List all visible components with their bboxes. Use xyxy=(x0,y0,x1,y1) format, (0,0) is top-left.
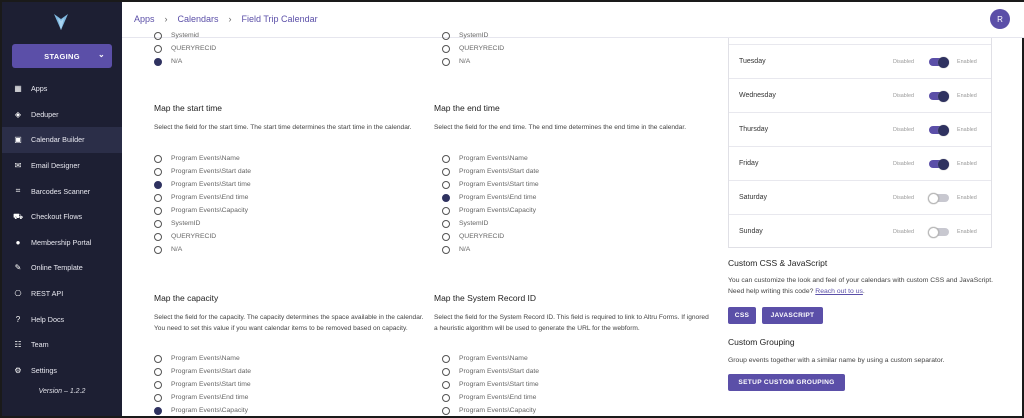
main-content xyxy=(122,32,1024,416)
radio-option[interactable] xyxy=(442,165,539,178)
radio-option-label: SystemID xyxy=(171,220,201,227)
radio-option[interactable] xyxy=(154,191,251,204)
start-time-title: Map the start time xyxy=(154,103,223,113)
radio-empty-icon[interactable] xyxy=(154,394,162,402)
day-row-saturday xyxy=(729,180,991,214)
radio-option-label: Program Events\Start date xyxy=(171,368,252,375)
custom-css-title: Custom CSS & JavaScript xyxy=(728,258,828,268)
toggle-knob xyxy=(928,193,939,204)
enabled-label: Enabled xyxy=(957,93,977,99)
radio-option-label: Program Events\End time xyxy=(459,394,537,401)
capacity-title: Map the capacity xyxy=(154,293,219,303)
sidebar-item-label: Online Template xyxy=(31,263,83,273)
sidebar-item-label: Apps xyxy=(31,84,48,94)
system-record-title: Map the System Record ID xyxy=(434,293,537,303)
team-icon: ☷ xyxy=(14,340,22,350)
radio-empty-icon[interactable] xyxy=(442,45,450,53)
sidebar-item-label: Team xyxy=(31,340,49,350)
radio-option[interactable] xyxy=(442,352,539,365)
radio-option[interactable] xyxy=(154,178,251,191)
radio-option[interactable] xyxy=(442,55,504,68)
disabled-label: Disabled xyxy=(893,59,914,65)
toggle-knob xyxy=(938,159,949,170)
disabled-label: Disabled xyxy=(893,229,914,235)
radio-option[interactable] xyxy=(442,204,539,217)
radio-option-label: Program Events\Start time xyxy=(171,381,251,388)
radio-option-label: Program Events\Capacity xyxy=(459,407,537,414)
setup-custom-grouping-button[interactable]: SETUP CUSTOM GROUPING xyxy=(728,374,845,391)
radio-option-label: Program Events\End time xyxy=(171,194,249,201)
radio-option[interactable] xyxy=(442,152,539,165)
enabled-label: Enabled xyxy=(957,195,977,201)
radio-option[interactable] xyxy=(442,243,539,256)
day-toggle[interactable] xyxy=(929,58,949,66)
version-label: Version – 1.2.2 xyxy=(38,388,86,395)
radio-empty-icon[interactable] xyxy=(154,368,162,376)
sidebar-item-label: Help Docs xyxy=(31,314,65,324)
day-row-wednesday xyxy=(729,78,991,112)
avatar[interactable]: R xyxy=(990,9,1010,29)
day-toggle[interactable] xyxy=(929,92,949,100)
day-name: Tuesday xyxy=(739,58,766,65)
sidebar-item-label: Checkout Flows xyxy=(31,212,83,222)
radio-empty-icon[interactable] xyxy=(442,394,450,402)
radio-option[interactable] xyxy=(154,230,251,243)
radio-option[interactable] xyxy=(154,42,216,55)
sidebar-item-checkout-flows[interactable] xyxy=(2,204,122,230)
radio-empty-icon[interactable] xyxy=(442,32,450,40)
radio-option[interactable] xyxy=(442,42,504,55)
radio-option[interactable] xyxy=(154,391,251,404)
radio-empty-icon[interactable] xyxy=(442,58,450,66)
custom-css-description: You can customize the look and feel of your calendars with custom CSS and JavaScript. Need help writing this code? xyxy=(728,277,993,295)
radio-option-label: Program Events\Start time xyxy=(459,381,539,388)
radio-option[interactable] xyxy=(154,365,251,378)
mail-icon: ✉ xyxy=(14,161,22,171)
radio-option[interactable] xyxy=(442,191,539,204)
radio-option-label: Program Events\Name xyxy=(171,355,240,362)
radio-option[interactable] xyxy=(154,243,251,256)
logo-icon xyxy=(50,10,72,32)
radio-option-label: Program Events\Capacity xyxy=(171,407,249,414)
radio-option-label: Program Events\Start date xyxy=(459,368,540,375)
layers-icon: ◈ xyxy=(14,109,22,119)
radio-option[interactable] xyxy=(154,378,251,391)
radio-empty-icon[interactable] xyxy=(154,381,162,389)
radio-option-label: Systemid xyxy=(171,32,199,39)
radio-option-label: QUERYRECID xyxy=(459,233,505,240)
system-record-options xyxy=(442,352,539,417)
api-icon: ⎔ xyxy=(14,289,22,299)
breadcrumb-separator-icon: › xyxy=(228,14,232,24)
radio-selected-icon[interactable] xyxy=(442,194,450,202)
sidebar-item-barcodes-scanner[interactable] xyxy=(2,178,122,204)
radio-option-label: Program Events\Capacity xyxy=(459,207,537,214)
radio-empty-icon[interactable] xyxy=(154,194,162,202)
radio-empty-icon[interactable] xyxy=(442,181,450,189)
sidebar-nav xyxy=(2,76,122,383)
system-record-description: Select the field for the System Record ID. This field is required to link to Altru Forms. If ignored a heuristic algorithm will be used to generate the URL for the webform. xyxy=(434,314,709,332)
radio-empty-icon[interactable] xyxy=(442,355,450,363)
radio-option-label: N/A xyxy=(171,246,183,253)
end-time-description: Select the field for the end time. The end time determines the end time in the calendar. xyxy=(434,124,687,131)
breadcrumb-current: Field Trip Calendar xyxy=(241,14,318,24)
radio-empty-icon[interactable] xyxy=(442,381,450,389)
radio-empty-icon[interactable] xyxy=(442,207,450,215)
sidebar-item-label: Barcodes Scanner xyxy=(31,186,91,196)
sidebar-item-label: Settings xyxy=(31,365,57,375)
user-circle-icon: ● xyxy=(15,237,21,247)
radio-option[interactable] xyxy=(442,217,539,230)
end-time-title: Map the end time xyxy=(434,103,500,113)
radio-empty-icon[interactable] xyxy=(154,220,162,228)
environment-dropdown[interactable] xyxy=(12,44,112,68)
day-toggle[interactable] xyxy=(929,160,949,168)
radio-empty-icon[interactable] xyxy=(154,45,162,53)
sidebar-item-deduper[interactable] xyxy=(2,102,122,128)
radio-empty-icon[interactable] xyxy=(154,246,162,254)
sidebar-item-help-docs[interactable] xyxy=(2,306,122,332)
sidebar-item-settings[interactable] xyxy=(2,358,122,384)
radio-option[interactable] xyxy=(154,55,216,68)
sidebar-item-membership-portal[interactable] xyxy=(2,230,122,256)
scan-icon: ⌗ xyxy=(15,186,21,196)
day-name: Thursday xyxy=(739,126,769,133)
day-toggle[interactable] xyxy=(929,126,949,134)
day-toggle[interactable] xyxy=(929,228,949,236)
radio-empty-icon[interactable] xyxy=(154,355,162,363)
radio-option-label: Program Events\End time xyxy=(459,194,537,201)
radio-selected-icon[interactable] xyxy=(154,181,162,189)
sidebar-item-label: REST API xyxy=(31,289,64,299)
help-icon: ? xyxy=(15,314,21,324)
radio-option[interactable] xyxy=(154,352,251,365)
radio-option-label: Program Events\Start time xyxy=(171,181,251,188)
toggle-knob xyxy=(938,91,949,102)
start-time-description: Select the field for the start time. The start time determines the start time in the calendar. xyxy=(154,124,412,131)
top-header xyxy=(122,2,1024,38)
radio-option[interactable] xyxy=(442,404,539,417)
day-toggle[interactable] xyxy=(929,194,949,202)
enabled-label: Enabled xyxy=(957,127,977,133)
toggle-knob xyxy=(938,57,949,68)
sidebar-item-label: Membership Portal xyxy=(31,237,92,247)
sidebar-item-label: Calendar Builder xyxy=(31,135,85,145)
css-button[interactable]: CSS xyxy=(728,307,756,324)
radio-empty-icon[interactable] xyxy=(154,32,162,40)
radio-option-label: Program Events\Name xyxy=(171,155,240,162)
radio-option[interactable] xyxy=(154,404,251,417)
sidebar-item-label: Email Designer xyxy=(31,161,80,171)
radio-option-label: Program Events\Name xyxy=(459,155,528,162)
day-row-sunday xyxy=(729,214,991,248)
sidebar-item-apps[interactable] xyxy=(2,76,122,102)
disabled-label: Disabled xyxy=(893,93,914,99)
radio-option[interactable] xyxy=(442,178,539,191)
sidebar-item-email-designer[interactable] xyxy=(2,153,122,179)
disabled-label: Disabled xyxy=(893,161,914,167)
day-row-friday xyxy=(729,146,991,180)
radio-option-label: SystemID xyxy=(459,220,489,227)
sidebar xyxy=(2,2,122,416)
custom-grouping-text: Group events together with a similar name by using a custom separator. xyxy=(728,357,945,364)
top-left-radio-list xyxy=(154,29,216,68)
sidebar-item-rest-api[interactable] xyxy=(2,281,122,307)
day-name: Saturday xyxy=(739,194,768,201)
brush-icon: ✎ xyxy=(14,263,22,273)
radio-option-label: Program Events\End time xyxy=(171,394,249,401)
radio-option-label: Program Events\Capacity xyxy=(171,207,249,214)
breadcrumb-separator-icon: › xyxy=(164,14,168,24)
calendar-icon: ▣ xyxy=(14,135,22,145)
radio-empty-icon[interactable] xyxy=(154,207,162,215)
grid-icon: ▦ xyxy=(14,84,22,94)
breadcrumb-calendars[interactable]: Calendars xyxy=(177,14,219,24)
radio-option[interactable] xyxy=(154,152,251,165)
toggle-knob xyxy=(928,227,939,238)
day-row-thursday xyxy=(729,112,991,146)
disabled-label: Disabled xyxy=(893,127,914,133)
sidebar-item-label: Deduper xyxy=(31,109,59,119)
custom-grouping-section xyxy=(728,337,1003,366)
radio-option[interactable] xyxy=(442,378,539,391)
radio-empty-icon[interactable] xyxy=(442,368,450,376)
radio-option[interactable] xyxy=(442,230,539,243)
radio-option-label: N/A xyxy=(459,246,471,253)
top-right-radio-list xyxy=(442,29,504,68)
radio-option[interactable] xyxy=(154,204,251,217)
radio-option[interactable] xyxy=(442,391,539,404)
radio-empty-icon[interactable] xyxy=(154,233,162,241)
radio-empty-icon[interactable] xyxy=(442,246,450,254)
cart-icon: ⛟ xyxy=(12,211,24,221)
enabled-label: Enabled xyxy=(957,161,977,167)
radio-empty-icon[interactable] xyxy=(442,407,450,415)
day-name: Friday xyxy=(739,160,759,167)
radio-option[interactable] xyxy=(154,165,251,178)
capacity-options xyxy=(154,352,251,417)
enabled-label: Enabled xyxy=(957,229,977,235)
toggle-knob xyxy=(938,125,949,136)
disabled-label: Disabled xyxy=(893,195,914,201)
day-name: Sunday xyxy=(739,228,763,235)
sidebar-item-online-template[interactable] xyxy=(2,255,122,281)
radio-empty-icon[interactable] xyxy=(442,233,450,241)
reach-out-link[interactable]: Reach out to us xyxy=(815,288,863,295)
radio-option-label: N/A xyxy=(171,58,183,65)
radio-option-label: QUERYRECID xyxy=(171,45,217,52)
radio-option[interactable] xyxy=(154,217,251,230)
day-name: Wednesday xyxy=(739,92,776,99)
enabled-label: Enabled xyxy=(957,59,977,65)
day-row-tuesday xyxy=(729,44,991,78)
custom-css-section xyxy=(728,258,998,297)
sidebar-item-team[interactable] xyxy=(2,332,122,358)
radio-empty-icon[interactable] xyxy=(442,220,450,228)
radio-option-label: SystemID xyxy=(459,32,489,39)
javascript-button[interactable]: JAVASCRIPT xyxy=(762,307,823,324)
breadcrumb xyxy=(134,14,318,24)
end-time-options xyxy=(442,152,539,256)
custom-css-text: You can customize the look and feel of your calendars with custom CSS and JavaScript. Need help writing this code? Reach out to us. xyxy=(728,277,993,295)
radio-option-label: N/A xyxy=(459,58,471,65)
radio-option-label: Program Events\Start date xyxy=(171,168,252,175)
radio-option[interactable] xyxy=(442,29,504,42)
environment-label: STAGING xyxy=(44,51,80,61)
radio-option-label: Program Events\Start date xyxy=(459,168,540,175)
chevron-down-icon: ⌄ xyxy=(97,50,105,59)
radio-empty-icon[interactable] xyxy=(442,168,450,176)
radio-empty-icon[interactable] xyxy=(154,155,162,163)
radio-option[interactable] xyxy=(154,29,216,42)
radio-selected-icon[interactable] xyxy=(154,58,162,66)
custom-grouping-title: Custom Grouping xyxy=(728,337,795,347)
settings-icon: ⚙ xyxy=(14,365,22,375)
radio-option-label: QUERYRECID xyxy=(459,45,505,52)
start-time-options xyxy=(154,152,251,256)
capacity-description: Select the field for the capacity. The capacity determines the space available in the calendar. You need to set this value if you want calendar items to be removed based on capacity. xyxy=(154,314,424,332)
radio-selected-icon[interactable] xyxy=(154,407,162,415)
radio-option[interactable] xyxy=(442,365,539,378)
radio-option-label: Program Events\Name xyxy=(459,355,528,362)
weekday-toggles-panel xyxy=(728,38,992,248)
sidebar-item-calendar-builder[interactable] xyxy=(2,127,122,153)
breadcrumb-apps[interactable]: Apps xyxy=(134,14,155,24)
radio-empty-icon[interactable] xyxy=(154,168,162,176)
radio-option-label: QUERYRECID xyxy=(171,233,217,240)
radio-option-label: Program Events\Start time xyxy=(459,181,539,188)
radio-empty-icon[interactable] xyxy=(442,155,450,163)
